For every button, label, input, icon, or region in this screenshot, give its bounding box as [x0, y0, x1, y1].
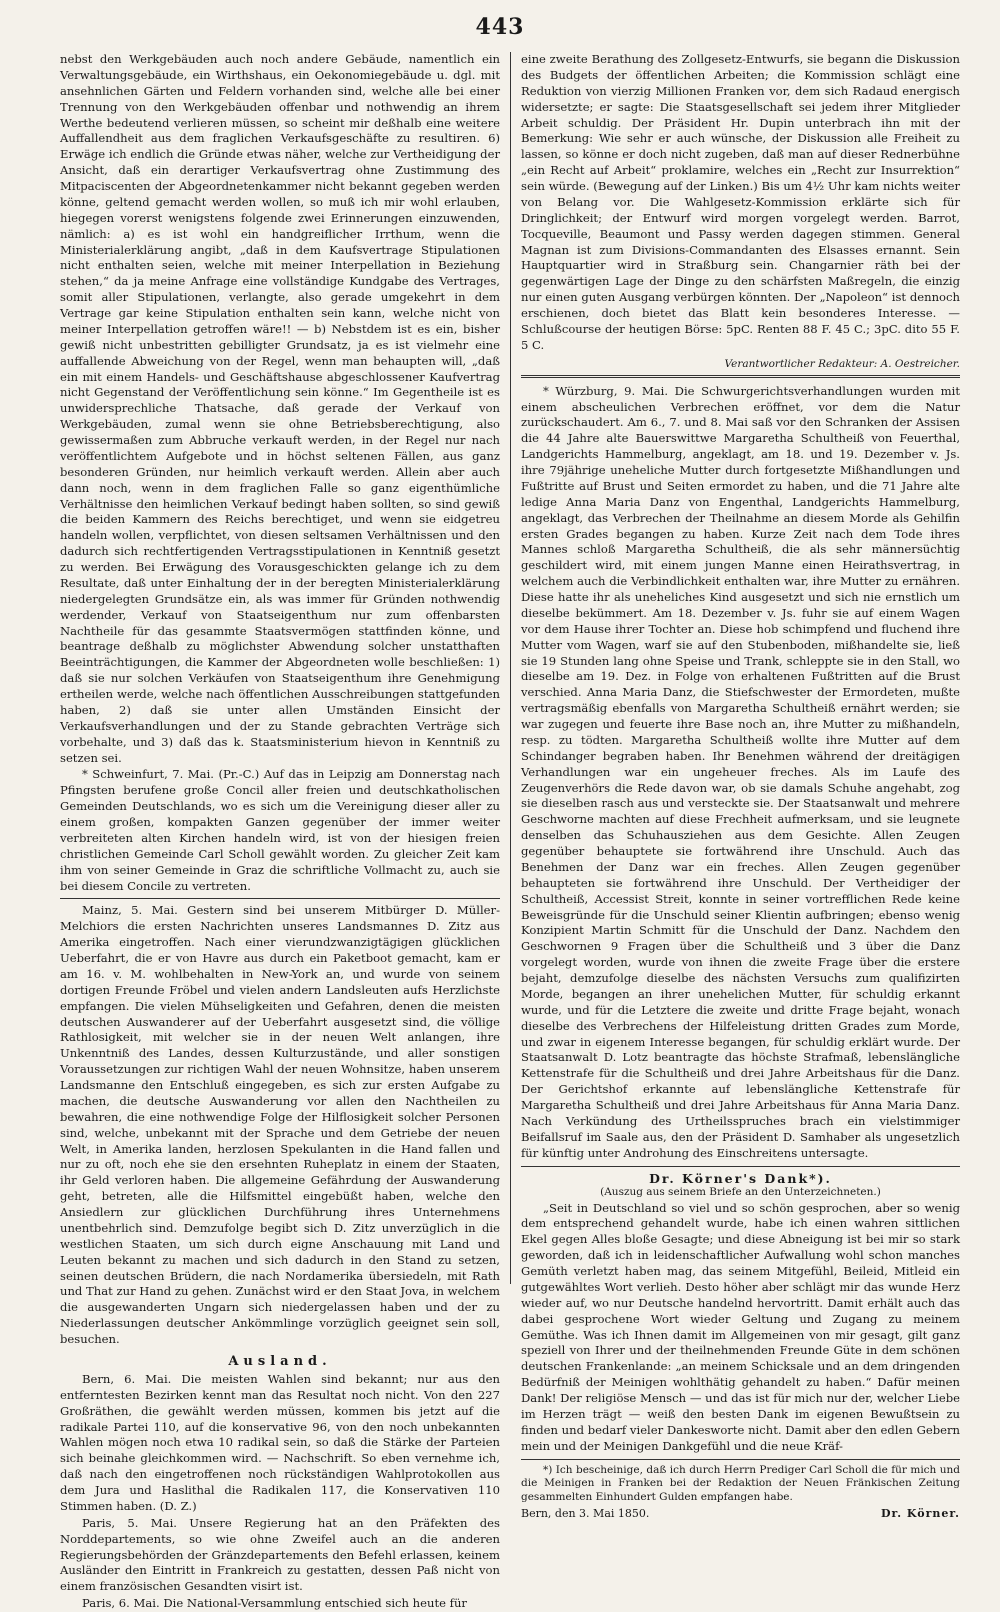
article-werkgebaeude: nebst den Werkgebäuden auch noch andere Gebäude, namentlich ein Verwaltungsgebäude, ein Wirthshaus, ein Oekonomiegebäude u. dgl. mit ansehnlichen Gärten und Feldern vorhanden sind, welche alle bei einer Trennung von den Werkgebäuden offenbar und nothwendig an ihrem Werthe bedeutend verlieren müssen, so scheint mir deßhalb eine weitere Auffallendheit aus dem fraglichen Verkaufsgeschäfte zu resultiren. 6) Erwäge ich endlich die Gründe etwas näher, welche zur Vertheidigung der Ansicht, daß ein derartiger Verkaufsvertrag ohne Zustimmung des Mitpaciscenten der Abgeordnetenkammer nicht bekannt gegeben werden könne, geltend gemacht werden wollen, so muß ich mir wohl erlauben, hiegegen vorerst wenigstens folgende zwei Erinnerungen einzuwenden, nämlich: a) es ist wohl ein handgreiflicher Irrthum, wenn die Ministerialerklärung angibt, „daß in dem Kaufsvertrage Stipulationen nicht enthalten seien, welche mit meiner Interpellation in Beziehung stehen,“ da ja meine Anfrage eine vollständige Kundgabe des Vertrages, somit aller Stipulationen, verlangte, also gerade umgekehrt in dem Vertrage gar keine Stipulation enthalten sein kann, welche nicht von meiner Interpellation getroffen wäre!! — b) Nebstdem ist es ein, bisher gewiß nicht unbestritten gebilligter Grundsatz, ja es ist vielmehr eine auffallende Abweichung von der Regel, wenn man behaupten will, „daß ein mit einem Handels- und Geschäftshause abgeschlossener Kaufvertrag nicht Gegenstand der Veröffentlichung sein könne.“ Im Gegentheile ist es unwidersprechliche Thatsache, daß gerade der Verkauf von Werkgebäuden, zumal wenn sie ohne Betriebsberechtigung, also gewissermaßen zum Abbruche verkauft werden, in der Regel nur nach veröffentlichtem Aufgebote und in höchst seltenen Fällen, aus ganz besonderen Gründen, nur heimlich verkauft werden. Allein aber auch dann noch, wenn in dem fraglichen Falle so ganz eigenthümliche Verhältnisse den heimlichen Verkauf bedingt haben sollten, so sind gewiß die beiden Kammern des Reichs berechtiget, und wenn sie eidgetreu handeln wollen, verpflichtet, von diesen seltsamen Verhältnissen und den dadurch sich rechtfertigenden Vertragsstipulationen in Kenntniß gesetzt zu werden. Bei Erwägung des Vorausgeschickten gelange ich zu dem Resultate, daß unter Einhaltung der in der beregten Ministerialerklärung niedergelegten Grundsätze ein, als was immer für Gründen nothwendig werdender, Verkauf von Staatseigenthum nur zum offenbarsten Nachtheile für das gesammte Staatsvermögen stattfinden könne, und beantrage deßhalb zu möglichster Abwendung solcher unstatthaften Beeinträchtigungen, die Kammer der Abgeordneten wolle beschließen: 1) daß sie nur solchen Verkäufen von Staatseigenthum ihre Genehmigung ertheilen werde, welche nach öffentlichen Ausschreibungen stattgefunden haben, 2) daß sie unter allen Umständen Einsicht der Verkaufsverhandlungen und der zu Stande gebrachten Verträge sich vorbehalte, und 3) daß das k. Staatsministerium hievon in Kenntniß zu setzen sei. [60, 52, 500, 765]
dank-subheading: (Auszug aus seinem Briefe an den Unterzeichneten.) [600, 1185, 881, 1198]
article-schweinfurt: * Schweinfurt, 7. Mai. (Pr.-C.) Auf das in Leipzig am Donnerstag nach Pfingsten berufene große Concil aller freien und deutschkatholischen Gemeinden Deutschlands, wo es sich um die Vereinigung dieser aller zu einem großen, kompakten Ganzen gegenüber der immer weiter verbreiteten alten Kirchen handeln wird, ist von der hiesigen freien christlichen Gemeinde Carl Scholl gewählt worden. Zu gleicher Zeit kam ihm von seiner Gemeinde in Graz die schriftliche Vollmacht zu, auch sie bei diesem Concile zu vertreten. [60, 767, 500, 893]
double-divider [521, 375, 960, 378]
right-column [510, 52, 960, 1521]
footnote-text: *) Ich bescheinige, daß ich durch Herrn Prediger Carl Scholl die für mich und die Meinigen in Franken bei der Redaktion der Neuen Fränkischen Zeitung gesammelten Einhundert Gulden empfangen habe. [521, 1463, 960, 1504]
article-paris-5: Paris, 5. Mai. Unsere Regierung hat an den Präfekten des Norddepartements, so wie ohne Zweifel auch an die anderen Regierungsbehörden der Gränzdepartements den Befehl erlassen, keinem Ausländer den Eintritt in Frankreich zu gestatten, dessen Paß nicht von einem französischen Gesandten visirt ist. [60, 1515, 500, 1594]
place-date: Bern, den 3. Mai 1850. [521, 1507, 650, 1521]
article-bern: Bern, 6. Mai. Die meisten Wahlen sind bekannt; nur aus den entferntesten Bezirken kennt man das Resultat noch nicht. Von den 227 Großräthen, die gewählt werden müssen, kommen bis jetzt auf die radikale Partei 110, auf die konservative 96, von den noch unbekannten Wahlen mögen noch etwa 10 radikal sein, so daß die Stärke der Parteien sich beinahe gleichkommen wird. — Nachschrift. So eben vernehme ich, daß nach den eingetroffenen noch rückständigen Wahlprotokollen aus dem Jura und Haslithal die Radikalen 117, die Konservativen 110 Stimmen haben. (D. Z.) [60, 1371, 500, 1513]
dank-letter: „Seit in Deutschland so viel und so schön gesprochen, aber so wenig dem entsprechend gehandelt wurde, habe ich einen wahren sittlichen Ekel gegen Alles bloße Gesagte; und diese Abneigung ist bei mir so stark geworden, daß ich in leidenschaftlicher Aufwallung wohl schon manches Gemüth verletzt haben mag, das seinem Mitgefühl, Beileid, Mitleid ein gutgewähltes Wort verlieh. Desto höher aber schlägt mir das wunde Herz wieder auf, wo nur Deutsche handelnd hervortritt. Damit erhält auch das dabei gesprochene Wort wieder Geltung und Zugang zu meinem Gemüthe. Was ich Ihnen damit im Allgemeinen von mir gesagt, gilt ganz speziell von Ihrer und der theilnehmenden Freunde Güte in dem schönen deutschen Frankenlande: „an meinem Schicksale und an dem dringenden Bedürfniß der Meinigen wohlthätig gehandelt zu haben.“ Dafür meinen Dank! Der religiöse Mensch — und das ist für mich nur der, welcher Liebe im Herzen trägt — weiß den besten Dank im eigenen Bewußtsein zu finden und bedarf vieler Dankesworte nicht. Damit aber den edlen Gebern mein und der Meinigen Dankgefühl und die neue Kräf- [521, 1200, 960, 1453]
dank-heading: Dr. Körner's Dank*). [649, 1170, 832, 1186]
section-heading-ausland: Ausland. [228, 1353, 332, 1369]
responsible-editor: Verantwortlicher Redakteur: A. Oestreicher. [724, 357, 960, 370]
columns [60, 52, 960, 1611]
article-paris-continued: eine zweite Berathung des Zollgesetz-Entwurfs, sie begann die Diskussion des Budgets der öffentlichen Arbeiten; die Kommission schlägt eine Reduktion von vierzig Millionen Franken vor, dem sich Radaud energisch widersetzte; er sagte: Die Staatsgesellschaft sei jedem ihrer Mitglieder Arbeit schuldig. Der Präsident Hr. Dupin unterbrach ihn mit der Bemerkung: Wie sehr er auch wünsche, der Diskussion alle Freiheit zu lassen, so könne er doch nicht zugeben, daß man auf dieser Rednerbühne „ein Recht auf Arbeit“ proklamire, welches ein „Recht zur Insurrektion“ sein würde. (Bewegung auf der Linken.) Bis um 4½ Uhr kam nichts weiter von Belang vor. Die Wahlgesetz-Kommission erklärte sich für Dringlichkeit; der Entwurf wird morgen vorgelegt werden. Barrot, Tocqueville, Beaumont und Passy werden dagegen stimmen. General Magnan ist zum Divisions-Commandanten des Elsasses ernannt. Sein Hauptquartier wird in Straßburg sein. Changarnier räth bei der gegenwärtigen Lage der Dinge zu den schärfsten Maßregeln, die einzig nur einen guten Ausgang verbürgen könnten. Der „Napoleon“ ist dennoch erschienen, doch bietet das Blatt kein besonderes Interesse. — Schlußcourse der heutigen Börse: 5pC. Renten 88 F. 45 C.; 3pC. dito 55 F. 5 C. [521, 52, 960, 352]
footnote-divider [521, 1459, 960, 1460]
article-mainz: Mainz, 5. Mai. Gestern sind bei unserem Mitbürger D. Müller-Melchiors die ersten Nachrichten unseres Landsmannes D. Zitz aus Amerika eingetroffen. Nach einer vierundzwanzigtägigen glücklichen Ueberfahrt, die er von Havre aus durch ein Paketboot gemacht, kam er am 16. v. M. wohlbehalten in New-York an, und wurde von seinem dortigen Freunde Fröbel und vielen andern Landsleuten aufs Herzlichste empfangen. Die vielen Mühseligkeiten und Gefahren, denen die meisten deutschen Auswanderer auf der Ueberfahrt ausgesetzt sind, die völlige Rathlosigkeit, mit welcher sie in der neuen Welt anlangen, ihre Unkenntniß des Landes, dessen Kulturzustände, und aller sonstigen Voraussetzungen zur richtigen Wahl der neuen Wohnsitze, haben unserem Landsmanne den Entschluß eingegeben, es sich zur ersten Aufgabe zu machen, die deutsche Auswanderung vor allen den Nachtheilen zu bewahren, die eine nothwendige Folge der Hilflosigkeit solcher Personen sind, welche, unbekannt mit der Sprache und dem Getriebe der neuen Welt, in Amerika landen, herzlosen Spekulanten in die Hand fallen und nur zu oft, noch ehe sie den ersehnten Ruheplatz in einem der Staaten, ihr Geld verloren haben. Die allgemeine Gefährdung der Auswanderung geht, betreten, alle die Hilfsmittel eingebüßt haben, welche den Ansiedlern zur glücklichen Durchführung ihres Unternehmens unentbehrlich sind. Demzufolge begibt sich D. Zitz unverzüglich in die westlichen Staaten, um sich durch eigne Anschauung mit Land und Leuten bekannt zu machen und sich dadurch in den Stand zu setzen, seinen deutschen Brüdern, die nach Nordamerika übersiedeln, mit Rath und That zur Hand zu gehen. Zunächst wird er den Staat Jova, in welchem die ausgewanderten Ungarn sich niedergelassen haben und der zu Niederlassungen deutscher Ankömmlinge vorzüglich geeignet sein soll, besuchen. [60, 903, 500, 1346]
signature-line [521, 1507, 960, 1520]
article-paris-6: Paris, 6. Mai. Die National-Versammlung entschied sich heute für [82, 1596, 467, 1611]
article-wuerzburg: * Würzburg, 9. Mai. Die Schwurgerichtsverhandlungen wurden mit einem abscheulichen Verbrechen eröffnet, vor dem die Natur zurückschaudert. Am 6., 7. und 8. Mai saß vor den Schranken der Assisen die 44 Jahre alte Bauerswittwe Margaretha Schultheiß von Feuerthal, Landgerichts Hammelburg, angeklagt, am 18. und 19. Dezember v. Js. ihre 79jährige uneheliche Mutter durch fortgesetzte Mißhandlungen und Fußtritte auf Brust und Seiten ermordet zu haben, und die 71 Jahre alte ledige Anna Maria Danz von Engenthal, Landgerichts Hammelburg, angeklagt, das Verbrechen der Theilnahme an diesem Morde als Gehilfin ersten Grades begangen zu haben. Kurze Zeit nach dem Tode ihres Mannes schloß Margaretha Schultheiß, die als sehr männersüchtig geschildert wird, mit einem jungen Manne einen Heirathsvertrag, in welchem auch die Verbindlichkeit enthalten war, ihre Mutter zu ernähren. Diese hatte ihr als uneheliches Kind ausgesetzt und sich nie ernstlich um dieselbe bekümmert. Am 18. Dezember v. Js. fuhr sie auf einem Wagen vor dem Hause ihrer Tochter an. Diese hob schimpfend und fluchend ihre Mutter vom Wagen, warf sie auf den Stubenboden, mißhandelte sie, ließ sie 19 Stunden lang ohne Speise und Trank, schleppte sie in den Stall, wo dieselbe am 19. Dez. in Folge von erhaltenen Fußtritten auf die Brust verschied. Anna Maria Danz, die Stiefschwester der Ermordeten, mußte vertragsmäßig ebenfalls von Margaretha Schultheiß ernährt werden; sie war zugegen und feuerte ihre Base noch an, ihre Mutter zu mißhandeln, resp. zu tödten. Margaretha Schultheiß wollte ihre Mutter auf dem Schindanger begraben haben. Ihr Benehmen während der dreitägigen Verhandlungen war ein ungeheuer freches. Als im Laufe des Zeugenverhörs die Rede davon war, ob sie damals Schuhe angehabt, zog sie dieselben rasch aus und versteckte sie. Der Staatsanwalt und mehrere Geschworne machten auf diese Frechheit aufmerksam, und sie leugnete denselben das Schuhausziehen aus dem Gesichte. Allen Zeugen gegenüber behauptete sie fortwährend ihre Unschuld. Auch das Benehmen der Danz war ein freches. Allen Zeugen gegenüber behaupteten sie fortwährend ihre Unschuld. Der Vertheidiger der Schultheiß, Accessist Streit, konnte in seiner vortrefflichen Rede keine Beweisgründe für die Unschuld seiner Klientin aufbringen; ebenso wenig Konzipient Martin Schmitt für die Unschuld der Danz. Nachdem den Geschwornen 9 Fragen über die Schultheiß und 3 über die Danz vorgelegt worden, wurde von ihnen die zweite Frage über die erstere bejaht, demzufolge dieselbe des nächsten Versuchs zum qualifizirten Morde, begangen an ihrer unehelichen Mutter, für schuldig erkannt wurde, und für die Letztere die zweite und dritte Frage bejaht, wonach dieselbe des Verbrechens der Hilfeleistung dritten Grades zum Morde, und zwar in eigenem Interesse begangen, für schuldig erklärt wurde. Der Staatsanwalt D. Lotz beantragte das höchste Strafmaß, lebenslängliche Kettenstrafe für die Schultheiß und drei Jahre Arbeitshaus für die Danz. Der Gerichtshof erkannte auf lebenslängliche Kettenstrafe für Margaretha Schultheiß und drei Jahre Arbeitshaus für Anna Maria Danz. Nach Verkündung des Urtheilsspruches brach ein vielstimmiger Beifallsruf im Saale aus, den der Präsident D. Samhaber als ungesetzlich für künftig unter Androhung des Einschreitens untersagte. [521, 383, 960, 1160]
divider [521, 1166, 960, 1167]
page-number: 443 [475, 14, 525, 40]
divider [60, 898, 500, 899]
footnote [521, 1464, 960, 1521]
left-column [60, 52, 510, 1611]
signature: Dr. Körner. [880, 1507, 960, 1521]
